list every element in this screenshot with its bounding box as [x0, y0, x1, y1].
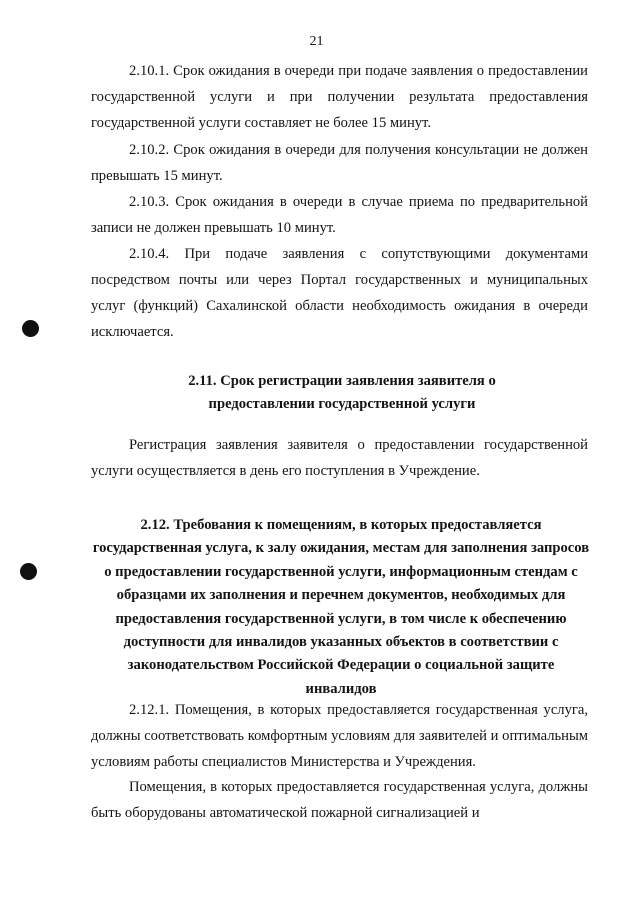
paragraph-2-12-1: 2.12.1. Помещения, в которых предоставляется государственная услуга, должны соответствовать комфортным условиям для заявителей и оптимальным условиям работы специалистов Министерства и Учреждения. — [91, 702, 588, 771]
paragraph-2-12-1-continued: Помещения, в которых предоставляется государственная услуга, должны быть оборудованы автоматической пожарной сигнализацией и — [91, 779, 588, 822]
section-heading-2-11: 2.11. Срок регистрации заявления заявителя о предоставлении государственной услуги — [188, 373, 496, 413]
paragraph-2-11-body: Регистрация заявления заявителя о предоставлении государственной услуги осуществляется в день его поступления в Учреждение. — [91, 437, 588, 480]
paragraph-2-10-3: 2.10.3. Срок ожидания в очереди в случае приема по предварительной записи не должен превышать 10 минут. — [91, 194, 588, 237]
paragraph-2-10-4: 2.10.4. При подаче заявления с сопутствующими документами посредством почты или через Портал государственных и муниципальных услуг (функций) Сахалинской области необходимость ожидания в очереди исключается. — [91, 246, 588, 341]
section-heading-2-12: 2.12. Требования к помещениям, в которых предоставляется государственная услуга, к залу ожидания, местам для заполнения запросов о предоставлении государственной услуги, информационным стендам с образцами их заполнения и перечнем документов, необходимых для предоставления государственной услуги, в том числе к обеспечению доступности для инвалидов указанных объектов в соответствии с законодательством Российской Федерации о социальной защите инвалидов — [92, 517, 590, 697]
paragraph-2-10-2: 2.10.2. Срок ожидания в очереди для получения консультации не должен превышать 15 минут. — [91, 142, 588, 185]
page-number: 21 — [309, 34, 324, 49]
punch-hole-mark — [22, 320, 39, 337]
punch-hole-mark — [20, 563, 37, 580]
paragraph-2-10-1: 2.10.1. Срок ожидания в очереди при подаче заявления о предоставлении государственной услуги и при получении результата предоставления государственной услуги составляет не более 15 минут. — [91, 63, 588, 132]
